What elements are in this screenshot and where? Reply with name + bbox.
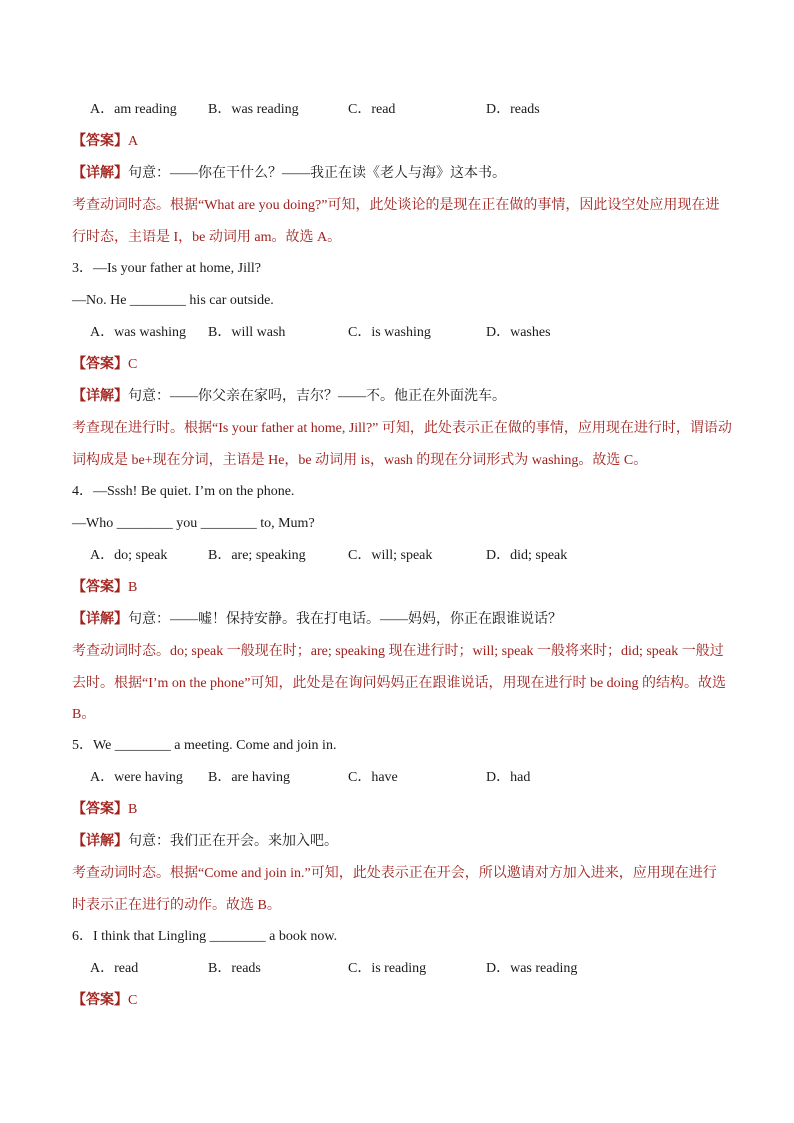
answer-line — [72, 991, 732, 1011]
answer-value: C — [128, 357, 138, 372]
option-d: D．did; speak — [486, 548, 568, 563]
detail-tag: 【详解】 — [72, 389, 128, 404]
option-d: D．had — [486, 770, 531, 785]
answer-value: A — [128, 134, 139, 149]
option-c: C．is reading — [348, 961, 427, 976]
question-line: 4．—Sssh! Be quiet. I’m on the phone. — [72, 484, 295, 499]
option-b: B．will wash — [208, 325, 286, 340]
option-a: A．read — [90, 961, 139, 976]
detail-line — [72, 610, 732, 630]
explanation-line: 时表示正在进行的动作。故选 B。 — [72, 898, 281, 913]
option-d: D．washes — [486, 325, 551, 340]
answer-value: B — [128, 802, 138, 817]
option-a: A．am reading — [90, 102, 177, 117]
option-a: A．was washing — [90, 325, 187, 340]
explanation-line: 行时态，主语是 I，be 动词用 am。故选 A。 — [72, 230, 342, 245]
answer-line — [72, 800, 732, 820]
option-b: B．are; speaking — [208, 548, 306, 563]
question-line: 3．—Is your father at home, Jill? — [72, 261, 261, 276]
answer-line — [72, 132, 732, 152]
detail-text: 句意：——你父亲在家吗，吉尔？——不。他正在外面洗车。 — [128, 389, 506, 404]
detail-tag: 【详解】 — [72, 612, 128, 627]
option-b: B．are having — [208, 770, 291, 785]
detail-line — [72, 832, 732, 852]
explanation-line: 去时。根据“I’m on the phone”可知，此处是在询问妈妈正在跟谁说话，用现在进行时 be doing 的结构。故选 — [72, 676, 727, 691]
detail-text: 句意：——嘘！保持安静。我在打电话。——妈妈，你正在跟谁说话？ — [128, 612, 562, 627]
answer-tag: 【答案】 — [72, 802, 128, 817]
option-a: A．were having — [90, 770, 183, 785]
detail-line — [72, 164, 732, 184]
answer-value: C — [128, 993, 138, 1008]
explanation-line: 考查动词时态。do; speak 一般现在时；are; speaking 现在进行时；will; speak 一般将来时；did; speak 一般过 — [72, 644, 724, 659]
detail-text: 句意：——你在干什么？——我正在读《老人与海》这本书。 — [128, 166, 506, 181]
detail-tag: 【详解】 — [72, 834, 128, 849]
option-a: A．do; speak — [90, 548, 168, 563]
option-c: C．is washing — [348, 325, 431, 340]
answer-line — [72, 355, 732, 375]
answer-tag: 【答案】 — [72, 580, 128, 595]
option-d: D．reads — [486, 102, 540, 117]
answer-tag: 【答案】 — [72, 993, 128, 1008]
option-c: C．read — [348, 102, 396, 117]
question-line: —No. He ________ his car outside. — [72, 293, 274, 308]
option-b: B．was reading — [208, 102, 299, 117]
option-c: C．have — [348, 770, 398, 785]
explanation-line: 考查现在进行时。根据“Is your father at home, Jill?” 可知，此处表示正在做的事情，应用现在进行时，谓语动 — [72, 421, 732, 436]
question-line: —Who ________ you ________ to, Mum? — [72, 516, 315, 531]
answer-line — [72, 578, 732, 598]
detail-tag: 【详解】 — [72, 166, 128, 181]
detail-line — [72, 387, 732, 407]
explanation-line: B。 — [72, 707, 96, 722]
question-line: 5．We ________ a meeting. Come and join in. — [72, 738, 337, 753]
explanation-line: 词构成是 be+现在分词，主语是 He，be 动词用 is，wash 的现在分词形式为 washing。故选 C。 — [72, 453, 648, 468]
answer-tag: 【答案】 — [72, 134, 128, 149]
explanation-line: 考查动词时态。根据“What are you doing?”可知，此处谈论的是现在正在做的事情，因此设空处应用现在进 — [72, 198, 720, 213]
question-line: 6．I think that Lingling ________ a book now. — [72, 929, 338, 944]
option-d: D．was reading — [486, 961, 578, 976]
option-c: C．will; speak — [348, 548, 433, 563]
option-b: B．reads — [208, 961, 261, 976]
answer-value: B — [128, 580, 138, 595]
explanation-line: 考查动词时态。根据“Come and join in.”可知，此处表示正在开会，所以邀请对方加入进来，应用现在进行 — [72, 866, 717, 881]
answer-tag: 【答案】 — [72, 357, 128, 372]
detail-text: 句意：我们正在开会。来加入吧。 — [128, 834, 338, 849]
